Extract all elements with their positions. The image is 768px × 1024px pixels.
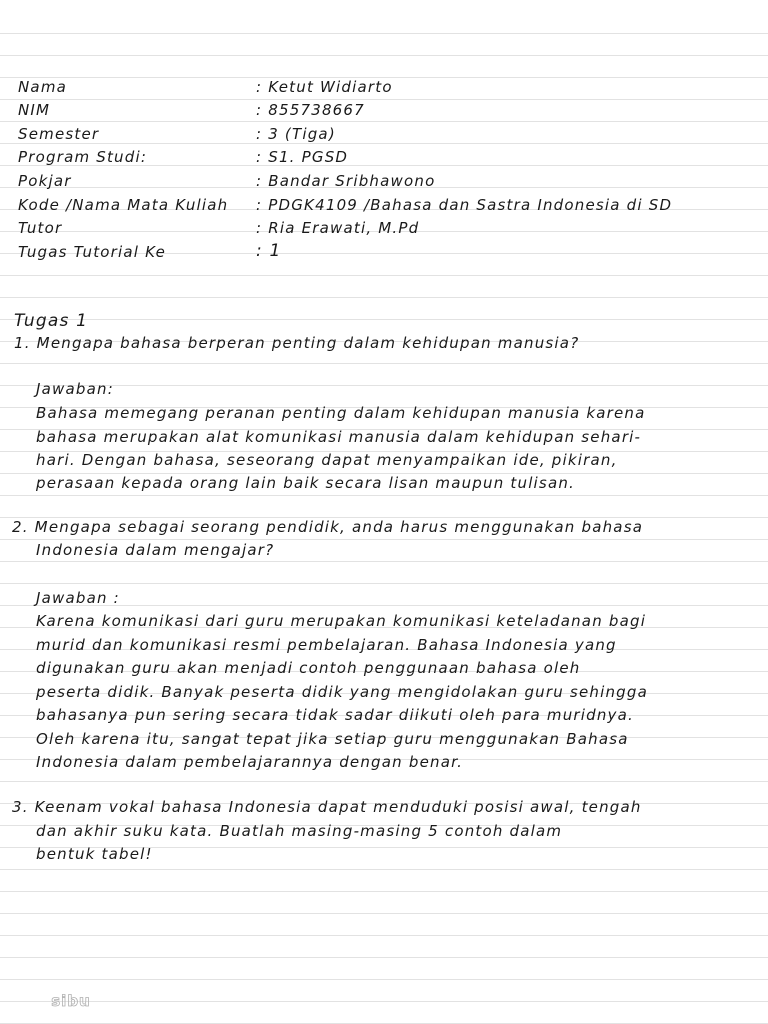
answer-1-line: hari. Dengan bahasa, seseorang dapat menyampaikan ide, pikiran, <box>36 451 618 469</box>
answer-2-line: Karena komunikasi dari guru merupakan komunikasi keteladanan bagi <box>36 612 647 630</box>
answer-2-line: Indonesia dalam pembelajarannya dengan benar. <box>36 753 464 771</box>
answer-2-line: digunakan guru akan menjadi contoh penggunaan bahasa oleh <box>36 659 581 677</box>
value-program-studi: : S1. PGSD <box>256 148 349 166</box>
label-tutor: Tutor <box>18 219 63 237</box>
value-semester: : 3 (Tiga) <box>256 125 336 143</box>
watermark-stamp <box>40 990 102 1018</box>
task-title: Tugas 1 <box>14 311 89 331</box>
value-tugas-tutorial: : 1 <box>256 241 282 261</box>
answer-1-line: perasaan kepada orang lain baik secara lisan maupun tulisan. <box>36 474 576 492</box>
answer-2-line: Oleh karena itu, sangat tepat jika setiap guru menggunakan Bahasa <box>36 730 629 748</box>
label-kode-mata-kuliah: Kode /Nama Mata Kuliah <box>18 196 229 214</box>
label-tugas-tutorial: Tugas Tutorial Ke <box>18 243 167 261</box>
question-3-line: 3. Keenam vokal bahasa Indonesia dapat menduduki posisi awal, tengah <box>12 798 642 816</box>
label-nim: NIM <box>18 101 51 119</box>
stamp-text: sibu <box>51 992 91 1010</box>
question-1: 1. Mengapa bahasa berperan penting dalam kehidupan manusia? <box>14 334 580 352</box>
value-tutor: : Ria Erawati, M.Pd <box>256 219 420 237</box>
value-pokjar: : Bandar Sribhawono <box>256 172 436 190</box>
label-nama: Nama <box>18 78 68 96</box>
question-2-line: 2. Mengapa sebagai seorang pendidik, anda harus menggunakan bahasa <box>12 518 644 536</box>
label-pokjar: Pokjar <box>18 172 72 190</box>
value-nim: : 855738667 <box>256 101 365 119</box>
value-nama: : Ketut Widiarto <box>256 78 393 96</box>
question-3-line: bentuk tabel! <box>36 845 153 863</box>
label-program-studi: Program Studi: <box>18 148 148 166</box>
value-kode-mata-kuliah: : PDGK4109 /Bahasa dan Sastra Indonesia di SD <box>256 196 673 214</box>
label-semester: Semester <box>18 125 100 143</box>
answer-2-line: peserta didik. Banyak peserta didik yang mengidolakan guru sehingga <box>36 683 648 701</box>
question-3-line: dan akhir suku kata. Buatlah masing-masing 5 contoh dalam <box>36 822 563 840</box>
answer-2-label: Jawaban : <box>36 589 120 607</box>
answer-1-label: Jawaban: <box>36 380 114 398</box>
answer-2-line: murid dan komunikasi resmi pembelajaran. Bahasa Indonesia yang <box>36 636 617 654</box>
question-2-line: Indonesia dalam mengajar? <box>36 541 275 559</box>
answer-1-line: bahasa merupakan alat komunikasi manusia dalam kehidupan sehari- <box>36 428 642 446</box>
answer-2-line: bahasanya pun sering secara tidak sadar diikuti oleh para muridnya. <box>36 706 634 724</box>
answer-1-line: Bahasa memegang peranan penting dalam kehidupan manusia karena <box>36 404 646 422</box>
